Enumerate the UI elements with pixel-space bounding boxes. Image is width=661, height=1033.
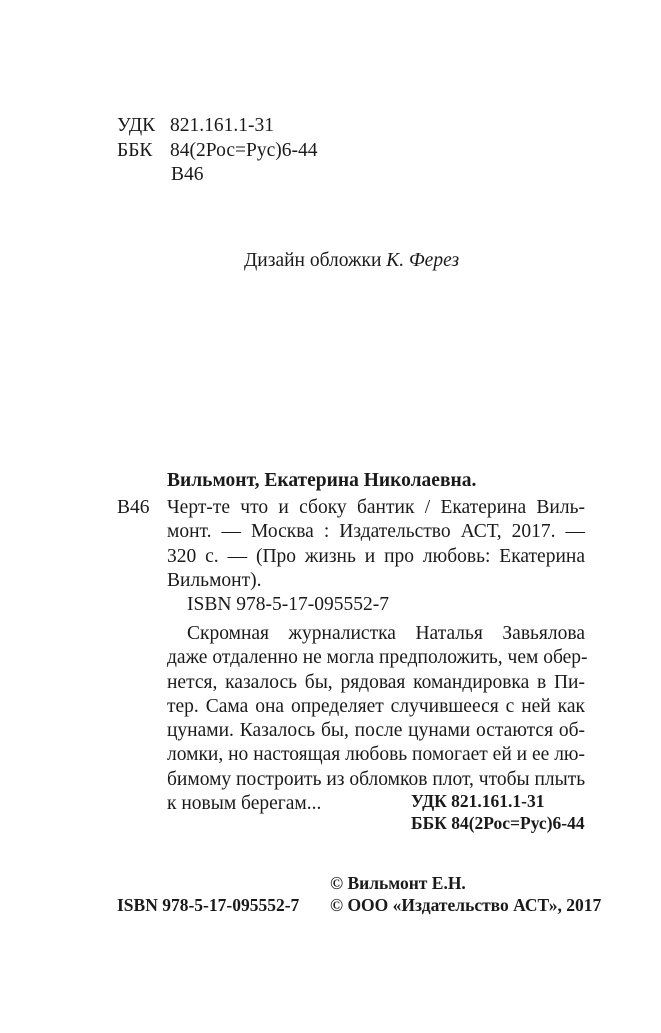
bbk-label: ББК	[117, 140, 153, 161]
bibliographic-description	[167, 496, 585, 593]
annotation-line: даже отдаленно не могла предположить, чем обер-	[167, 647, 588, 669]
record-udk: УДК 821.161.1-31	[411, 791, 545, 811]
bib-line: Вильмонт).	[167, 569, 262, 591]
annotation-line: цунами. Казалось бы, после цунами остаются об-	[167, 720, 585, 742]
footer-isbn: ISBN 978-5-17-095552-7	[117, 895, 300, 915]
record-isbn: ISBN 978-5-17-095552-7	[187, 594, 390, 615]
udk-label: УДК	[117, 115, 156, 136]
author-code-top: В46	[171, 164, 204, 185]
copyright-publisher: © ООО «Издательство АСТ», 2017	[330, 895, 602, 915]
copyright-author: © Вильмонт Е.Н.	[330, 873, 466, 893]
bbk-value: 84(2Рос=Рус)6-44	[170, 140, 318, 161]
cover-designer-name: К. Ферез	[386, 250, 460, 271]
cover-design-prefix: Дизайн обложки	[244, 250, 387, 271]
record-author-code: В46	[117, 497, 150, 518]
annotation-line: ломки, но настоящая любовь помогает ей и ее лю-	[167, 744, 585, 766]
bib-line: 320 с. — (Про жизнь и про любовь: Екатерина	[167, 545, 585, 567]
udk-line	[117, 114, 274, 138]
udk-value: 821.161.1-31	[170, 115, 274, 136]
bib-line: монт. — Москва : Издательство АСТ, 2017. —	[167, 521, 585, 543]
record-bbk: ББК 84(2Рос=Рус)6-44	[411, 813, 585, 833]
annotation-line: Скромная журналистка Наталья Завьялова	[187, 623, 585, 644]
bbk-line	[117, 139, 317, 163]
annotation-line: тер. Сама она определяет случившееся с ней как	[167, 695, 585, 717]
cover-design-credit	[244, 249, 459, 273]
annotation	[167, 622, 588, 816]
annotation-line: бимому построить из обломков плот, чтобы плыть	[167, 768, 586, 790]
annotation-line: нется, казалось бы, рядовая командировка в Пи-	[167, 671, 585, 693]
bib-line: Черт-те что и сбоку бантик / Екатерина Виль-	[167, 497, 585, 518]
annotation-line: к новым берегам...	[167, 793, 322, 815]
record-author: Вильмонт, Екатерина Николаевна.	[167, 470, 477, 491]
